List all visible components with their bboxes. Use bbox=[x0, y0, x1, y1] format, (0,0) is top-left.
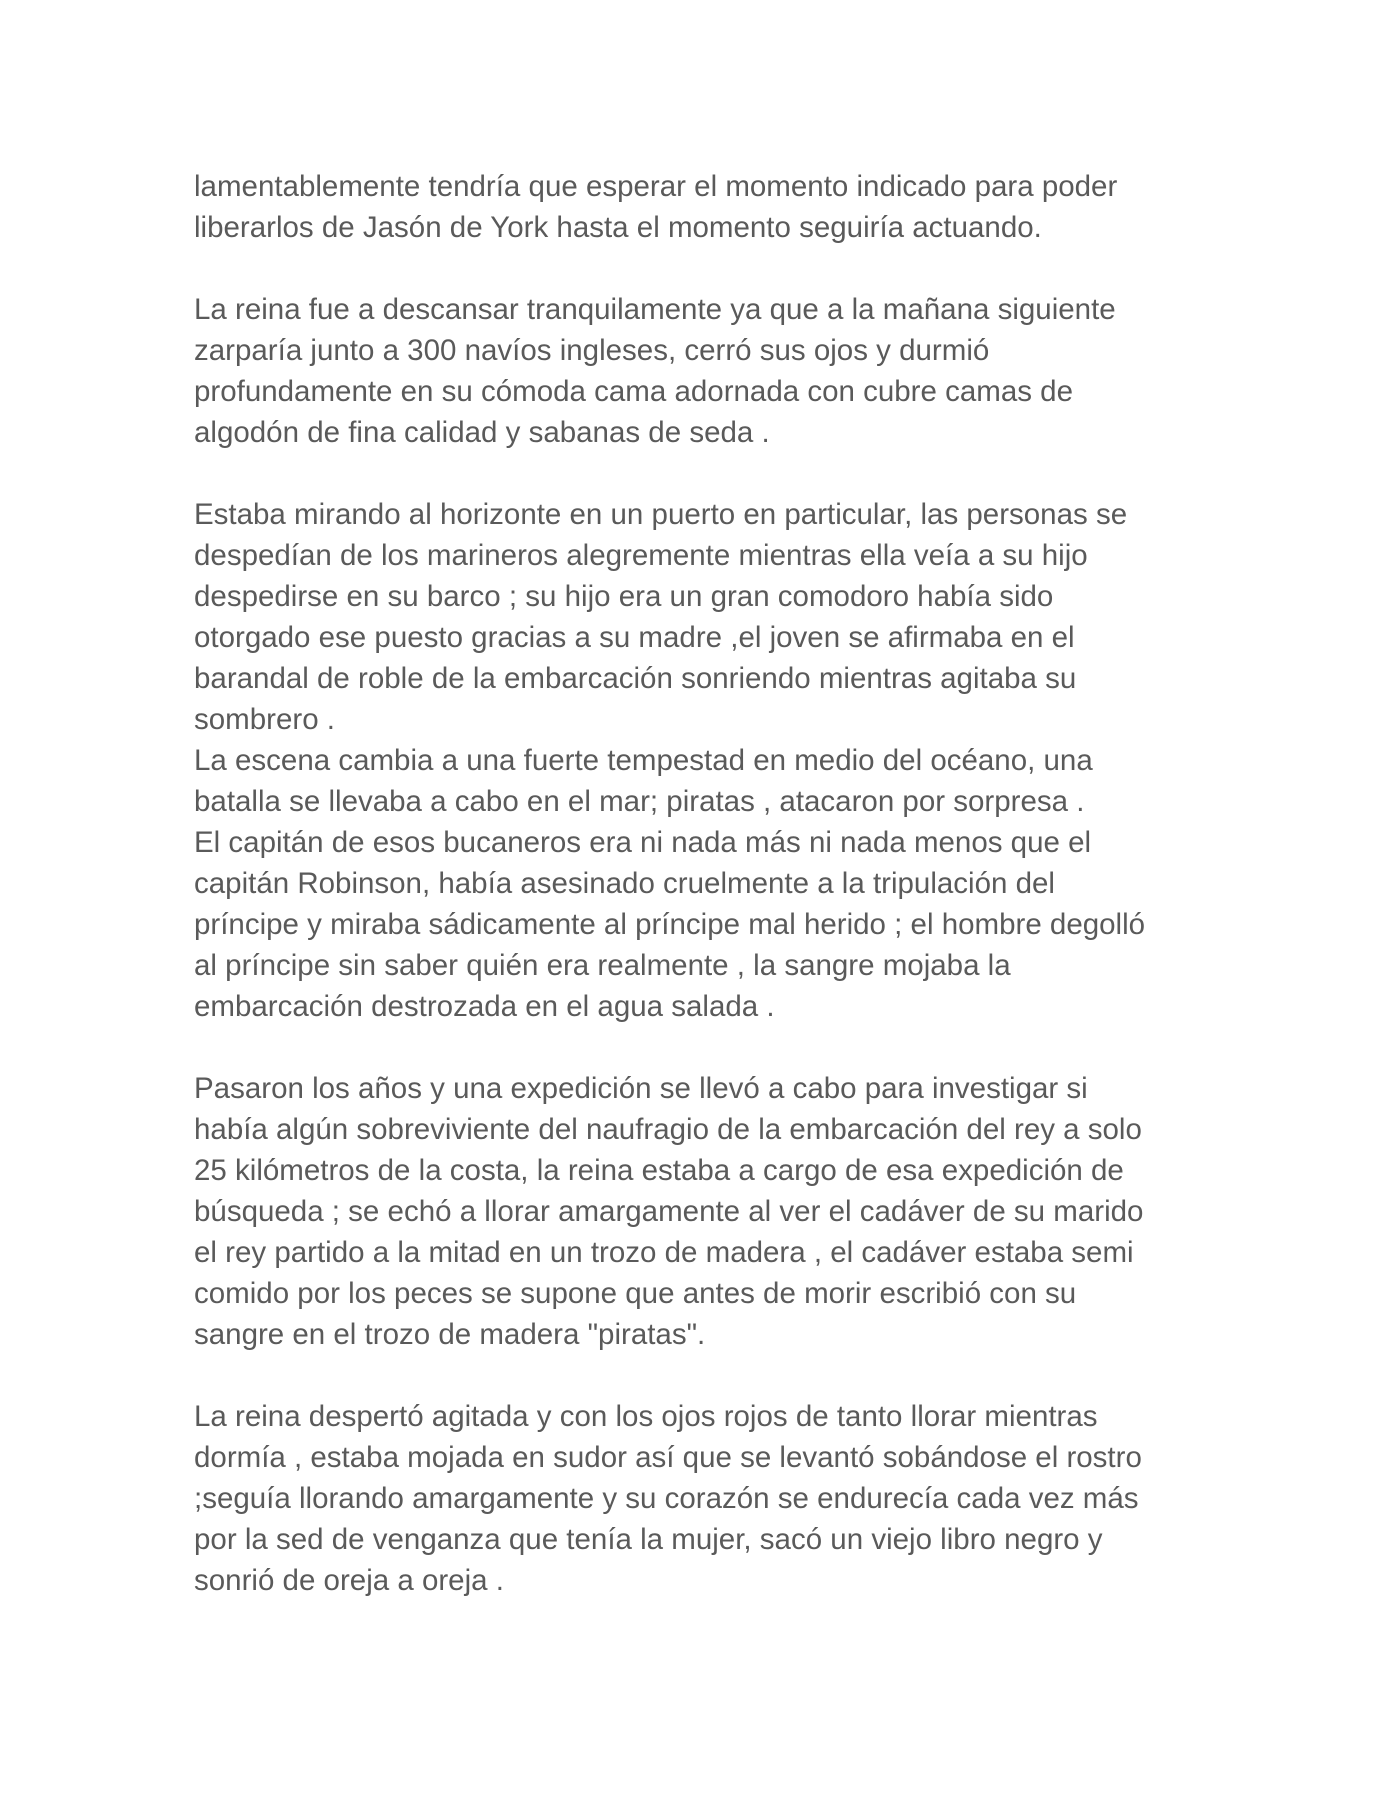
text-line: príncipe y miraba sádicamente al príncipe mal herido ; el hombre degolló bbox=[194, 908, 1146, 941]
text-line: La reina despertó agitada y con los ojos rojos de tanto llorar mientras bbox=[194, 1400, 1098, 1433]
paragraph-1 bbox=[194, 166, 1214, 248]
text-line: dormía , estaba mojada en sudor así que se levantó sobándose el rostro bbox=[194, 1441, 1142, 1474]
text-line: búsqueda ; se echó a llorar amargamente al ver el cadáver de su marido bbox=[194, 1195, 1144, 1228]
text-line: algodón de fina calidad y sabanas de seda . bbox=[194, 416, 770, 449]
text-line: comido por los peces se supone que antes de morir escribió con su bbox=[194, 1277, 1077, 1310]
text-line: barandal de roble de la embarcación sonriendo mientras agitaba su bbox=[194, 662, 1077, 695]
document-body bbox=[194, 166, 1214, 1601]
paragraph-7 bbox=[194, 1396, 1214, 1601]
text-line: ;seguía llorando amargamente y su corazón se endurecía cada vez más bbox=[194, 1482, 1139, 1515]
text-line: embarcación destrozada en el agua salada . bbox=[194, 990, 775, 1023]
text-line: sonrió de oreja a oreja . bbox=[194, 1564, 504, 1597]
paragraph-2 bbox=[194, 289, 1214, 453]
text-line: lamentablemente tendría que esperar el momento indicado para poder bbox=[194, 170, 1118, 203]
paragraph-4 bbox=[194, 740, 1214, 822]
text-line: La escena cambia a una fuerte tempestad en medio del océano, una bbox=[194, 744, 1093, 777]
text-line: sangre en el trozo de madera "piratas". bbox=[194, 1318, 706, 1351]
text-line: batalla se llevaba a cabo en el mar; piratas , atacaron por sorpresa . bbox=[194, 785, 1085, 818]
text-line: El capitán de esos bucaneros era ni nada más ni nada menos que el bbox=[194, 826, 1092, 859]
text-line: el rey partido a la mitad en un trozo de madera , el cadáver estaba semi bbox=[194, 1236, 1134, 1269]
text-line: Pasaron los años y una expedición se llevó a cabo para investigar si bbox=[194, 1072, 1088, 1105]
text-line: 25 kilómetros de la costa, la reina estaba a cargo de esa expedición de bbox=[194, 1154, 1124, 1187]
text-line: otorgado ese puesto gracias a su madre ,el joven se afirmaba en el bbox=[194, 621, 1075, 654]
text-line: sombrero . bbox=[194, 703, 335, 736]
text-line: había algún sobreviviente del naufragio de la embarcación del rey a solo bbox=[194, 1113, 1142, 1146]
text-line: por la sed de venganza que tenía la mujer, sacó un viejo libro negro y bbox=[194, 1523, 1103, 1556]
text-line: La reina fue a descansar tranquilamente ya que a la mañana siguiente bbox=[194, 293, 1116, 326]
text-line: profundamente en su cómoda cama adornada con cubre camas de bbox=[194, 375, 1073, 408]
paragraph-5 bbox=[194, 822, 1214, 1027]
text-line: al príncipe sin saber quién era realmente , la sangre mojaba la bbox=[194, 949, 1011, 982]
paragraph-6 bbox=[194, 1068, 1214, 1355]
paragraph-3 bbox=[194, 494, 1214, 740]
text-line: despedirse en su barco ; su hijo era un gran comodoro había sido bbox=[194, 580, 1054, 613]
text-line: Estaba mirando al horizonte en un puerto en particular, las personas se bbox=[194, 498, 1128, 531]
text-line: liberarlos de Jasón de York hasta el momento seguiría actuando. bbox=[194, 211, 1042, 244]
text-line: zarparía junto a 300 navíos ingleses, cerró sus ojos y durmió bbox=[194, 334, 990, 367]
text-line: capitán Robinson, había asesinado cruelmente a la tripulación del bbox=[194, 867, 1055, 900]
text-line: despedían de los marineros alegremente mientras ella veía a su hijo bbox=[194, 539, 1088, 572]
